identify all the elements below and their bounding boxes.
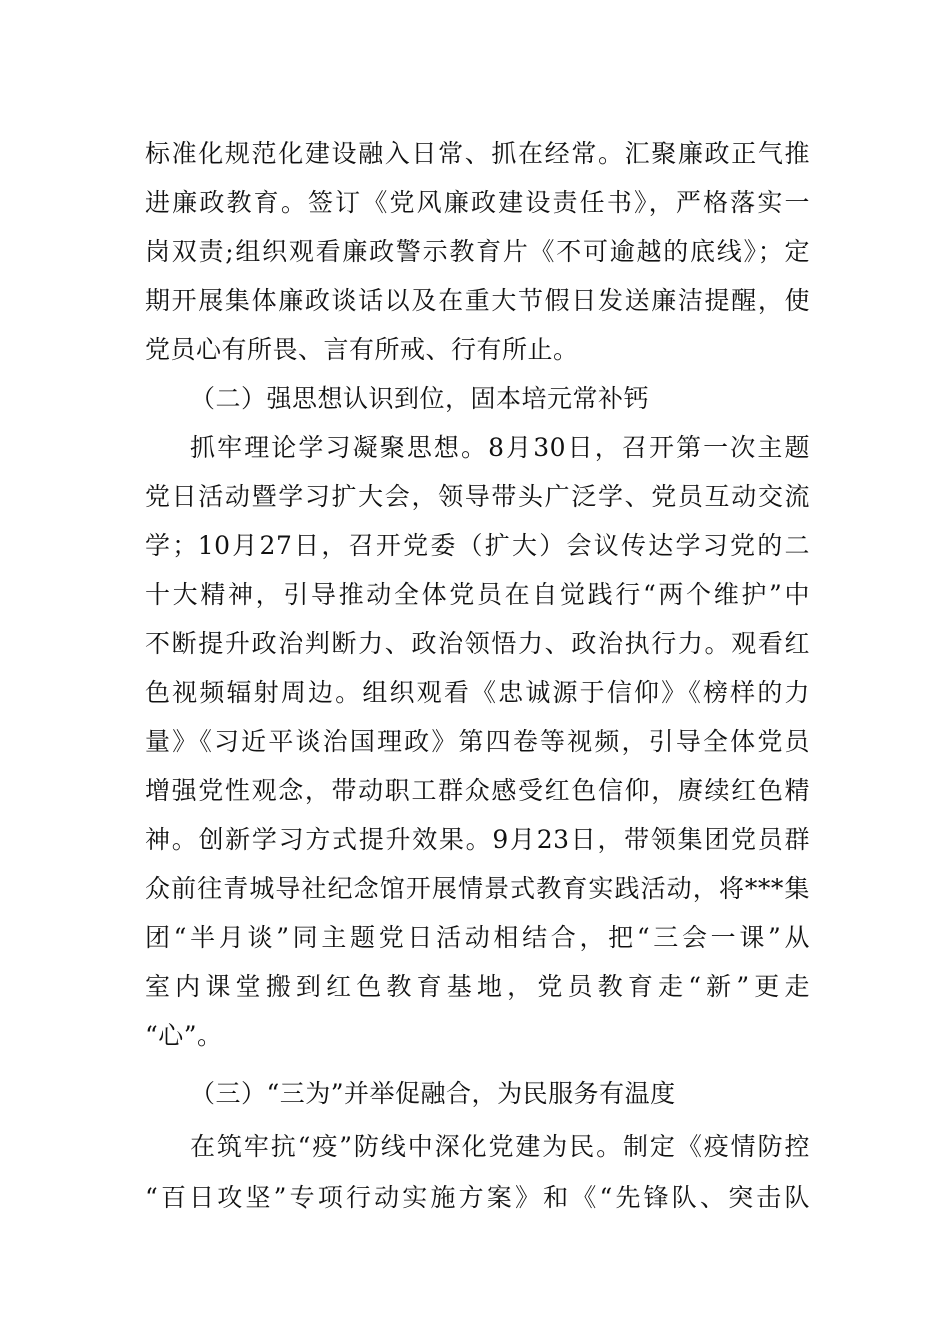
body-line: 不断提升政治判断力、政治领悟力、政治执行力。观看红 — [145, 629, 810, 658]
body-line: 神。创新学习方式提升效果。9月23日，带领集团党员群 — [145, 825, 810, 854]
body-line: 众前往青城导社纪念馆开展情景式教育实践活动，将***集 — [145, 874, 810, 903]
section-heading: （二）强思想认识到位，固本培元常补钙 — [190, 384, 650, 413]
body-line: “百日攻坚”专项行动实施方案》和《“先锋队、突击队 — [145, 1183, 810, 1212]
body-line: 学；10月27日，召开党委（扩大）会议传达学习党的二 — [145, 531, 810, 560]
body-line: 十大精神，引导推动全体党员在自觉践行“两个维护”中 — [145, 580, 810, 609]
body-line: 室内课堂搬到红色教育基地，党员教育走“新”更走 — [145, 972, 810, 1001]
body-line: 岗双责;组织观看廉政警示教育片《不可逾越的底线》；定 — [145, 237, 810, 266]
body-line: 色视频辐射周边。组织观看《忠诚源于信仰》《榜样的力 — [145, 678, 810, 707]
paragraph-first-line: 抓牢理论学习凝聚思想。8月30日，召开第一次主题 — [190, 433, 810, 462]
paragraph-first-line: 在筑牢抗“疫”防线中深化党建为民。制定《疫情防控 — [190, 1132, 810, 1161]
body-line: “心”。 — [145, 1021, 223, 1050]
body-line: 团“半月谈”同主题党日活动相结合，把“三会一课”从 — [145, 923, 810, 952]
body-line: 党日活动暨学习扩大会，领导带头广泛学、党员互动交流 — [145, 482, 810, 511]
body-line: 进廉政教育。签订《党风廉政建设责任书》，严格落实一 — [145, 188, 810, 217]
body-line: 量》《习近平谈治国理政》第四卷等视频，引导全体党员 — [145, 727, 810, 756]
body-line: 标准化规范化建设融入日常、抓在经常。汇聚廉政正气推 — [145, 139, 810, 168]
body-line: 党员心有所畏、言有所戒、行有所止。 — [145, 335, 579, 364]
body-line: 期开展集体廉政谈话以及在重大节假日发送廉洁提醒，使 — [145, 286, 810, 315]
body-line: 增强党性观念，带动职工群众感受红色信仰，赓续红色精 — [145, 776, 810, 805]
section-heading: （三）“三为”并举促融合，为民服务有温度 — [190, 1079, 676, 1108]
